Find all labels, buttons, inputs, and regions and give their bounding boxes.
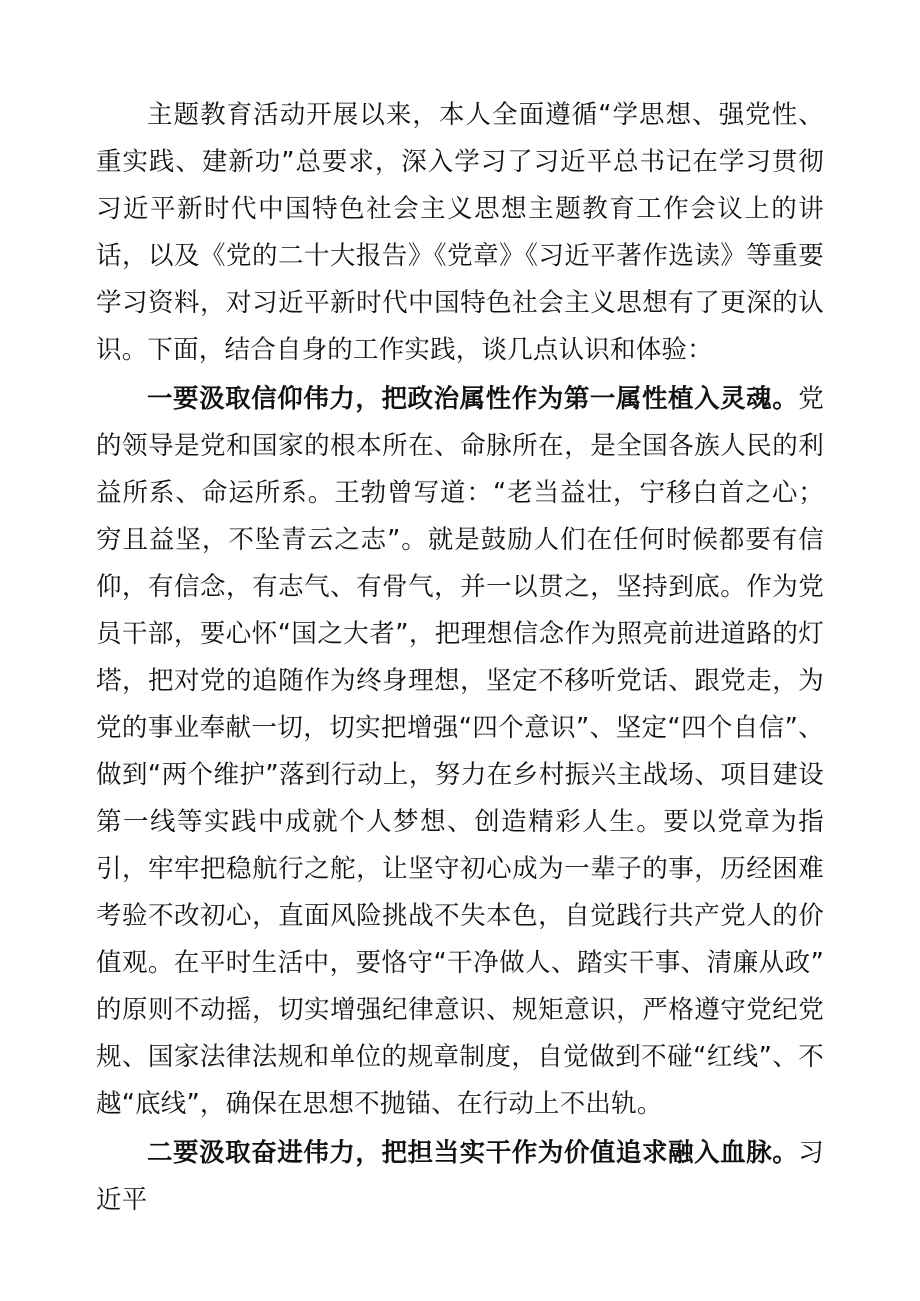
paragraph-point-two-lead: 二要汲取奋进伟力，把担当实干作为价值追求融入血脉。 — [147, 1138, 799, 1168]
paragraph-point-one — [96, 376, 824, 1128]
paragraph-point-two — [96, 1130, 824, 1224]
paragraph-intro-text: 主题教育活动开展以来，本人全面遵循“学思想、强党性、重实践、建新功”总要求，深入学习了习近平总书记在学习贯彻习近平新时代中国特色社会主义思想主题教育工作会议上的讲话，以及《党的二十大报告》《党章》《习近平著作选读》等重要学习资料，对习近平新时代中国特色社会主义思想有了更深的认识。下面，结合自身的工作实践，谈几点认识和体验： — [96, 100, 824, 365]
paragraph-point-two-text: 习近平 — [96, 1138, 824, 1215]
document-body — [96, 92, 824, 1224]
paragraph-point-one-lead: 一要汲取信仰伟力，把政治属性作为第一属性植入灵魂。 — [147, 384, 799, 414]
paragraph-intro — [96, 92, 824, 374]
paragraph-point-one-text: 党的领导是党和国家的根本所在、命脉所在，是全国各族人民的利益所系、命运所系。王勃曾写道：“老当益壮，宁移白首之心；穷且益坚，不坠青云之志”。就是鼓励人们在任何时候都要有信仰，有信念，有志气、有骨气，并一以贯之，坚持到底。作为党员干部，要心怀“国之大者”，把理想信念作为照亮前进道路的灯塔，把对党的追随作为终身理想，坚定不移听党话、跟党走，为党的事业奉献一切，切实把增强“四个意识”、坚定“四个自信”、做到“两个维护”落到行动上，努力在乡村振兴主战场、项目建设第一线等实践中成就个人梦想、创造精彩人生。要以党章为指引，牢牢把稳航行之舵，让坚守初心成为一辈子的事，历经困难考验不改初心，直面风险挑战不失本色，自觉践行共产党人的价值观。在平时生活中，要恪守“干净做人、踏实干事、清廉从政”的原则不动摇，切实增强纪律意识、规矩意识，严格遵守党纪党规、国家法律法规和单位的规章制度，自觉做到不碰“红线”、不越“底线”，确保在思想不抛锚、在行动上不出轨。 — [96, 384, 824, 1119]
